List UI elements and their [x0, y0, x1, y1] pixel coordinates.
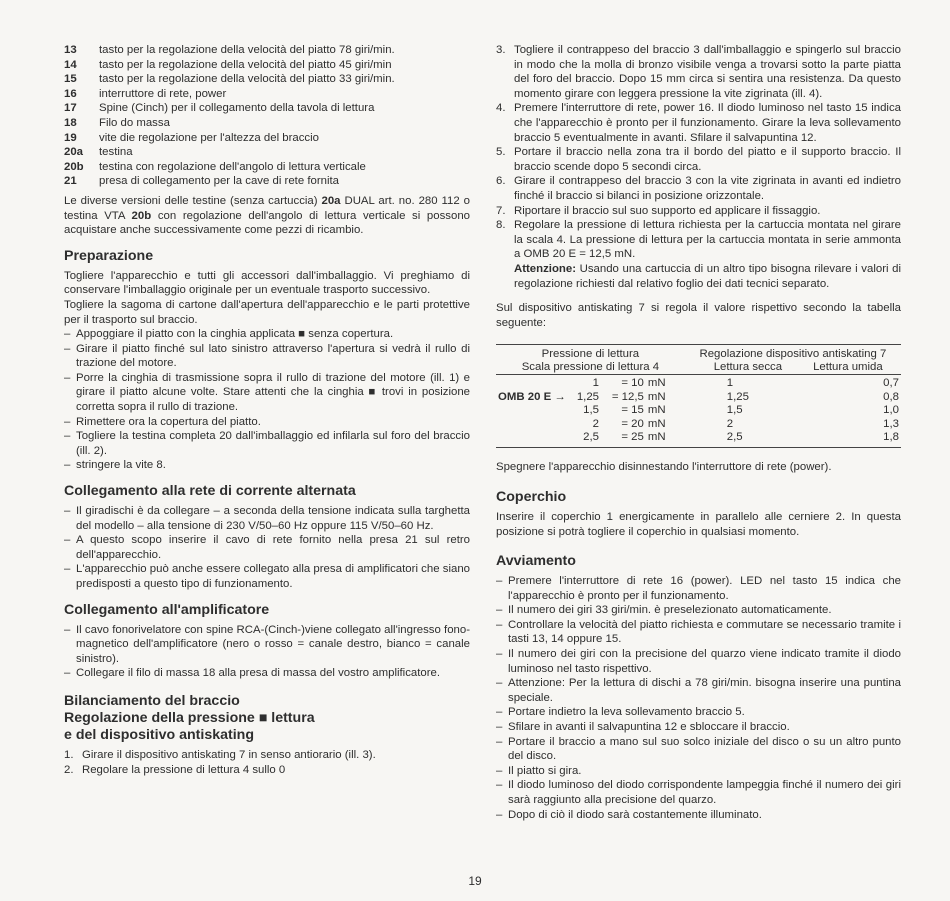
antiskating-table	[496, 344, 901, 448]
preparazione-list	[64, 327, 470, 473]
step-item: 3. Togliere il contrappeso del braccio 3 dall'imballaggio e spingerlo sul braccio in modo che la molla di bronzo visibile venga a trovarsi sotto la parte piatta del foro del braccio. Dopo 15 mm circa si sentira una resistenza. Da questo momento girare con leggera pressione la vite zigrinata (ill. 4).	[496, 44, 901, 100]
step-item: 8. Regolare la pressione di lettura richiesta per la cartuccia montata nel girare la scala 4. La pressione di lettura per la cartuccia montata in serie ammonta a OMB 20 E = 12,5 mN. Attenzione: Usando una cartuccia di un altro tipo bisogna rilevare i valori di regolazione richiesti dal relativo foglio dei dati tecnici separato.	[496, 219, 901, 290]
list-item: – Il numero dei giri con la precisione del quarzo viene indicato tramite il diodo luminoso nel tasto rispettivo.	[496, 647, 901, 676]
left-column	[64, 43, 470, 777]
list-item: – Portare indietro la leva sollevamento braccio 5.	[496, 705, 901, 720]
versions-paragraph: Le diverse versioni delle testine (senza cartuccia) 20a DUAL art. no. 280 112 o testina VTA 20b con regolazione dell'angolo di lettura verticale si possono acquistare anche successivamente come pezzi di ricambio.	[64, 194, 470, 237]
legend-item: 14 tasto per la regolazione della velocità del piatto 45 giri/min	[64, 58, 392, 71]
paragraph: Togliere l'apparecchio e tutti gli accessori dall'imballaggio. Vi preghiamo di conservare l'imballaggio originale per un eventuale trasporto successivo.	[64, 269, 470, 297]
legend-item: 18 Filo do massa	[64, 116, 170, 129]
list-item: – Controllare la velocità del piatto richiesta e commutare se necessario tramite i tasti 13, 14 oppure 15.	[496, 618, 901, 647]
step-item: 7. Riportare il braccio sul suo supporto ed applicare il fissaggio.	[496, 204, 821, 217]
step-item: 1. Girare il dispositivo antiskating 7 in senso antiorario (ill. 3).	[64, 748, 376, 761]
antiskating-paragraph: Sul dispositivo antiskating 7 si regola il valore rispettivo secondo la tabella seguente:	[496, 302, 901, 329]
legend-list	[64, 43, 470, 189]
attenzione-label: Attenzione:	[514, 262, 577, 275]
table-row: 1,5 = 15 mN 1,5 1,0	[583, 404, 899, 417]
list-item: – A questo scopo inserire il cavo di rete fornito nella presa 21 sul retro dell'apparecchio.	[64, 533, 470, 562]
avviamento-list	[496, 574, 901, 822]
section-title-avviamento: Avviamento	[496, 553, 576, 570]
legend-item: 20a testina	[64, 146, 133, 159]
section-title-coperchio: Coperchio	[496, 488, 567, 505]
paragraph: Togliere la sagoma di cartone dall'apertura dell'apparecchio e le parti protettive per il trasporto sul braccio.	[64, 298, 470, 326]
legend-item: 20b testina con regolazione dell'angolo di lettura verticale	[64, 160, 366, 173]
list-item: – Portare il braccio a mano sul suo solco iniziale del disco o su un altro punto del disco.	[496, 735, 901, 764]
page-number: 19	[468, 874, 482, 888]
list-item: – Attenzione: Per la lettura di dischi a 78 giri/min. bisogna inserire una puntina speciale.	[496, 676, 901, 705]
list-item: – stringere la vite 8.	[64, 458, 470, 473]
table-header-regolazione: Regolazione dispositivo antiskating 7 Lettura secca Lettura umida	[699, 348, 887, 374]
table-row: 2,5 = 25 mN 2,5 1,8	[496, 431, 901, 448]
list-item: – Togliere la testina completa 20 dall'imballaggio ed infilarla sul foro del braccio (ill. 2).	[64, 429, 470, 458]
spegnere-paragraph: Spegnere l'apparecchio disinnestando l'interruttore di rete (power).	[496, 461, 832, 474]
list-item: – Appoggiare il piatto con la cinghia applicata ■ senza copertura.	[64, 327, 470, 342]
amplificatore-list	[64, 623, 470, 681]
bilanciamento-steps-left	[64, 748, 470, 777]
legend-item: 15 tasto per la regolazione della velocità del piatto 33 giri/min.	[64, 73, 395, 86]
bilanciamento-steps-right	[496, 43, 901, 291]
list-item: – Il diodo luminoso del diodo corrispondente lampeggia finché il numero dei giri sarà raggiunto alla precisione del quarzo.	[496, 778, 901, 807]
section-title-rete: Collegamento alla rete di corrente alternata	[64, 483, 356, 500]
right-column	[496, 43, 901, 822]
list-item: – Collegare il filo di massa 18 alla presa di massa del vostro amplificatore.	[64, 666, 470, 681]
list-item: – Girare il piatto finché sul lato sinistro attraverso l'apertura si vedrà il rullo di trazione del motore.	[64, 342, 470, 371]
table-row: OMB 20 E → 1,25 = 12,5 mN 1,25 0,8	[498, 390, 899, 403]
step-item: 2. Regolare la pressione di lettura 4 sullo 0	[64, 763, 286, 776]
list-item: – Il cavo fonorivelatore con spine RCA-(Cinch-)viene collegato all'ingresso fono-magnetico dell'amplificatore (nero o rosso = canale destro, bianco = canale sinistro).	[64, 623, 470, 667]
table-row: 2 = 20 mN 2 1,3	[592, 417, 899, 430]
list-item: – Premere l'interruttore di rete 16 (power). LED nel tasto 15 indica che l'apparecchio è pronto per il funzionamento.	[496, 574, 901, 603]
step-item: 5. Portare il braccio nella zona tra il bordo del piatto e il supporto braccio. Il braccio scende dopo 5 secondi circa.	[496, 146, 901, 173]
step-item: 6. Girare il contrappeso del braccio 3 con la vite zigrinata in avanti ed indietro finché il braccio si bilanci in posizione orizzontale.	[496, 175, 901, 202]
legend-item: 16 interruttore di rete, power	[64, 87, 227, 100]
list-item: – Il numero dei giri 33 giri/min. è preselezionato automaticamente.	[496, 603, 901, 618]
list-item: – L'apparecchio può anche essere collegato alla presa di amplificatori che siano predisposti a questo tipo di funzionamento.	[64, 562, 470, 591]
section-title-preparazione: Preparazione	[64, 247, 154, 264]
list-item: – Porre la cinghia di trasmissione sopra il rullo di trazione del motore (ill. 1) e girare il piatto alcune volte. Stare attenti che la cinghia ■ trovi in posizione corretta sopra il rullo di trazione.	[64, 371, 470, 415]
list-item: – Dopo di ciò il diodo sarà costantemente illuminato.	[496, 808, 901, 823]
section-title-bilanciamento: Bilanciamento del braccio Regolazione della pressione ■ lettura e del dispositivo antiskating	[64, 692, 315, 743]
paragraph: Inserire il coperchio 1 energicamente in parallelo alle cerniere 2. In questa posizione si potrà togliere il coperchio in qualsiasi momento.	[496, 510, 901, 538]
section-title-amplificatore: Collegamento all'amplificatore	[64, 601, 270, 618]
step-item: 4. Premere l'interruttore di rete, power 16. Il diodo luminoso nel tasto 15 indica che l'apparecchio è pronto per il funzionamento. Girare la leva sollevamento braccio 5 eventualmente in avanti. Sfilare il salvapuntina 12.	[496, 102, 901, 144]
table-row: 1 = 10 mN 1 0,7	[592, 377, 899, 390]
legend-item: 19 vite die regolazione per l'altezza del braccio	[64, 131, 319, 144]
legend-item: 13 tasto per la regolazione della velocità del piatto 78 giri/min.	[64, 44, 395, 56]
table-header-pressione: Pressione di lettura Scala pressione di lettura 4	[521, 348, 660, 374]
legend-item: 17 Spine (Cinch) per il collegamento della tavola di lettura	[64, 102, 375, 115]
list-item: – Il giradischi è da collegare – a seconda della tensione indicata sulla targhetta del modello – alla tensione di 230 V/50–60 Hz oppure 115 V/50–60 Hz.	[64, 504, 470, 533]
rete-list	[64, 504, 470, 592]
legend-item: 21 presa di collegamento per la cave di rete fornita	[64, 175, 339, 188]
list-item: – Sfilare in avanti il salvapuntina 12 e sbloccare il braccio.	[496, 720, 901, 735]
list-item: – Il piatto si gira.	[496, 764, 901, 779]
list-item: – Rimettere ora la copertura del piatto.	[64, 415, 470, 430]
